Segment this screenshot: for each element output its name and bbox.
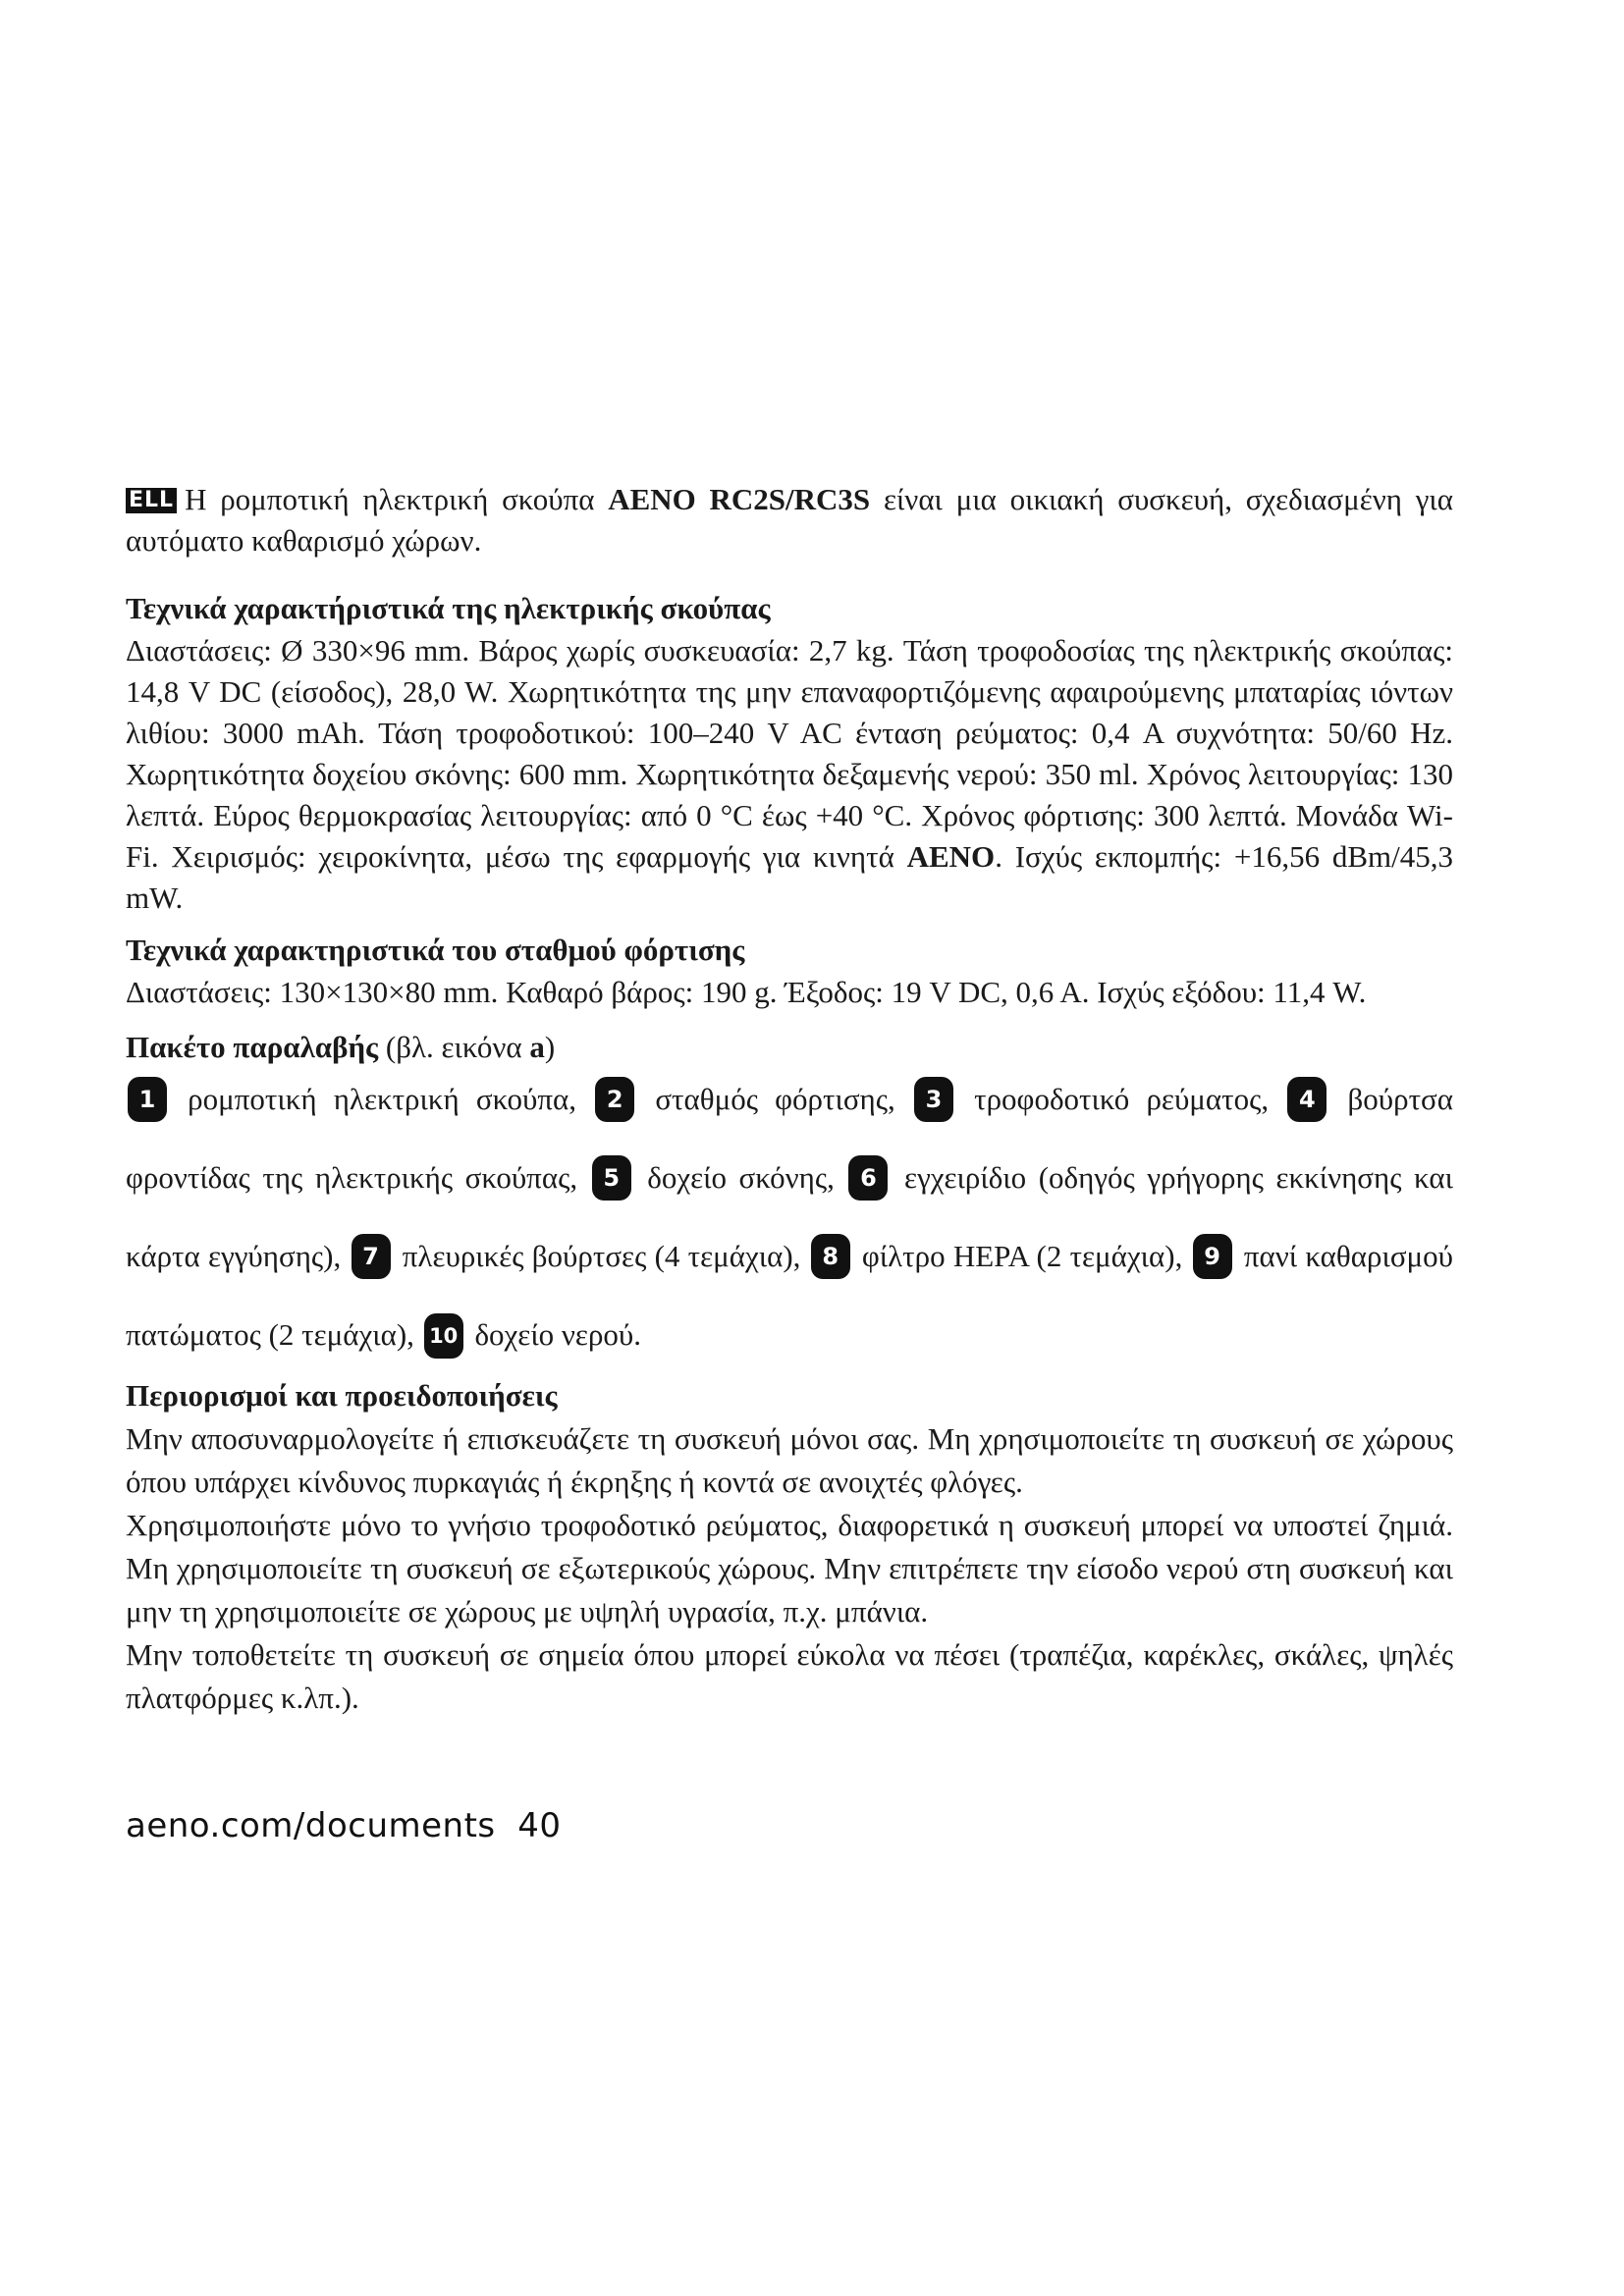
document-page bbox=[126, 479, 1453, 1720]
page-number: 40 bbox=[517, 1806, 562, 1845]
page-footer bbox=[126, 1806, 562, 1845]
language-badge: ELL bbox=[126, 488, 177, 513]
item-number-badge: 9 bbox=[1193, 1234, 1232, 1279]
specs-vacuum-text bbox=[126, 630, 1453, 919]
item-number-badge: 2 bbox=[595, 1077, 634, 1122]
intro-text-after: είναι μια οικιακή συσκευή, σχεδιασμένη για αυτόματο καθαρισμό χώρων. bbox=[126, 482, 1453, 558]
package-item-text: δοχείο σκόνης, bbox=[634, 1160, 847, 1195]
package-item-text: εγχειρίδιο (οδηγός γρήγορης εκκίνησης και κάρτα εγγύησης), bbox=[126, 1160, 1453, 1273]
warnings-paragraph: Μην αποσυναρμολογείτε ή επισκευάζετε τη συσκευή μόνοι σας. Μη χρησιμοποιείτε τη συσκευή σε χώρους όπου υπάρχει κίνδυνος πυρκαγιάς ή έκρηξης ή κοντά σε ανοιχτές φλόγες. bbox=[126, 1421, 1453, 1499]
item-number-badge: 10 bbox=[424, 1313, 463, 1359]
item-number-badge: 8 bbox=[811, 1234, 850, 1279]
intro-text-before: Η ρομποτική ηλεκτρική σκούπα bbox=[185, 482, 609, 516]
package-item-text: ρομποτική ηλεκτρική σκούπα, bbox=[171, 1082, 594, 1116]
package-heading: Πακέτο παραλαβής bbox=[126, 1030, 379, 1064]
package-item-text: δοχείο νερού. bbox=[466, 1317, 642, 1352]
package-ref-letter: a bbox=[529, 1030, 545, 1064]
package-item-text: τροφοδοτικό ρεύματος, bbox=[956, 1082, 1286, 1116]
package-item-text: σταθμός φόρτισης, bbox=[638, 1082, 912, 1116]
warnings-section bbox=[126, 1374, 1453, 1720]
package-item-text: πανί καθαρισμού πατώματος (2 τεμάχια), bbox=[126, 1239, 1453, 1352]
intro-paragraph bbox=[126, 479, 1453, 561]
item-number-badge: 6 bbox=[848, 1155, 888, 1201]
package-item-text: πλευρικές βούρτσες (4 τεμάχια), bbox=[394, 1239, 809, 1273]
intro-model: AENO RC2S/RC3S bbox=[608, 482, 871, 516]
item-number-badge: 4 bbox=[1287, 1077, 1326, 1122]
item-number-badge: 3 bbox=[914, 1077, 953, 1122]
item-number-badge: 7 bbox=[352, 1234, 391, 1279]
item-number-badge: 1 bbox=[128, 1077, 167, 1122]
footer-url: aeno.com/documents bbox=[126, 1806, 496, 1845]
package-item-text: βούρτσα φροντίδας της ηλεκτρικής σκούπας, bbox=[126, 1082, 1453, 1195]
warnings-paragraph: Μην τοποθετείτε τη συσκευή σε σημεία όπου μπορεί εύκολα να πέσει (τραπέζια, καρέκλες, σκάλες, ψηλές πλατφόρμες κ.λπ.). bbox=[126, 1637, 1453, 1715]
package-ref-text: (βλ. εικόνα bbox=[378, 1030, 530, 1064]
package-list bbox=[126, 1060, 1453, 1374]
package-ref-close: ) bbox=[544, 1030, 556, 1064]
specs-vacuum-brand: AENO bbox=[906, 839, 996, 874]
item-number-badge: 5 bbox=[592, 1155, 631, 1201]
specs-vacuum-text-after: . Ισχύς εκπομπής: +16,56 dBm/45,3 mW. bbox=[126, 839, 1454, 915]
specs-vacuum-text-before: Διαστάσεις: Ø 330×96 mm. Βάρος χωρίς συσκευασία: 2,7 kg. Τάση τροφοδοσίας της ηλεκτρικής σκούπας: 14,8 V DC (είσοδος), 28,0 W. Χωρητικότητα της μην επαναφορτιζόμενης αφαιρούμενης μπαταρίας ιόντων λιθίου: 3000 mAh. Τάση τροφοδοτικού: 100–240 V AC ένταση ρεύματος: 0,4 A συχνότητα: 50/60 Hz. Χωρητικότητα δοχείου σκόνης: 600 mm. Χωρητικότητα δεξαμενής νερού: 350 ml. Χρόνος λειτουργίας: 130 λεπτά. Εύρος θερμοκρασίας λειτουργίας: από 0 °C έως +40 °C. Χρόνος φόρτισης: 300 λεπτά. Μονάδα Wi-Fi. Χειρισμός: χειροκίνητα, μέσω της εφαρμογής για κινητά bbox=[126, 633, 1453, 874]
specs-station-heading: Τεχνικά χαρακτηριστικά του σταθμού φόρτισης bbox=[126, 933, 745, 967]
warnings-paragraph: Χρησιμοποιήστε μόνο το γνήσιο τροφοδοτικό ρεύματος, διαφορετικά η συσκευή μπορεί να υποστεί ζημιά. Μη χρησιμοποιείτε τη συσκευή σε εξωτερικούς χώρους. Μην επιτρέπετε την είσοδο νερού στη συσκευή και μην τη χρησιμοποιείτε σε χώρους με υψηλή υγρασία, π.χ. μπάνια. bbox=[126, 1508, 1453, 1629]
specs-station-text: Διαστάσεις: 130×130×80 mm. Καθαρό βάρος: 190 g. Έξοδος: 19 V DC, 0,6 A. Ισχύς εξόδου: 11,4 W. bbox=[126, 975, 1367, 1009]
warnings-heading: Περιορισμοί και προειδοποιήσεις bbox=[126, 1378, 558, 1413]
specs-vacuum-heading: Τεχνικά χαρακτήριστικά της ηλεκτρικής σκούπας bbox=[126, 591, 771, 625]
package-item-text: φίλτρο HEPA (2 τεμάχια), bbox=[853, 1239, 1191, 1273]
